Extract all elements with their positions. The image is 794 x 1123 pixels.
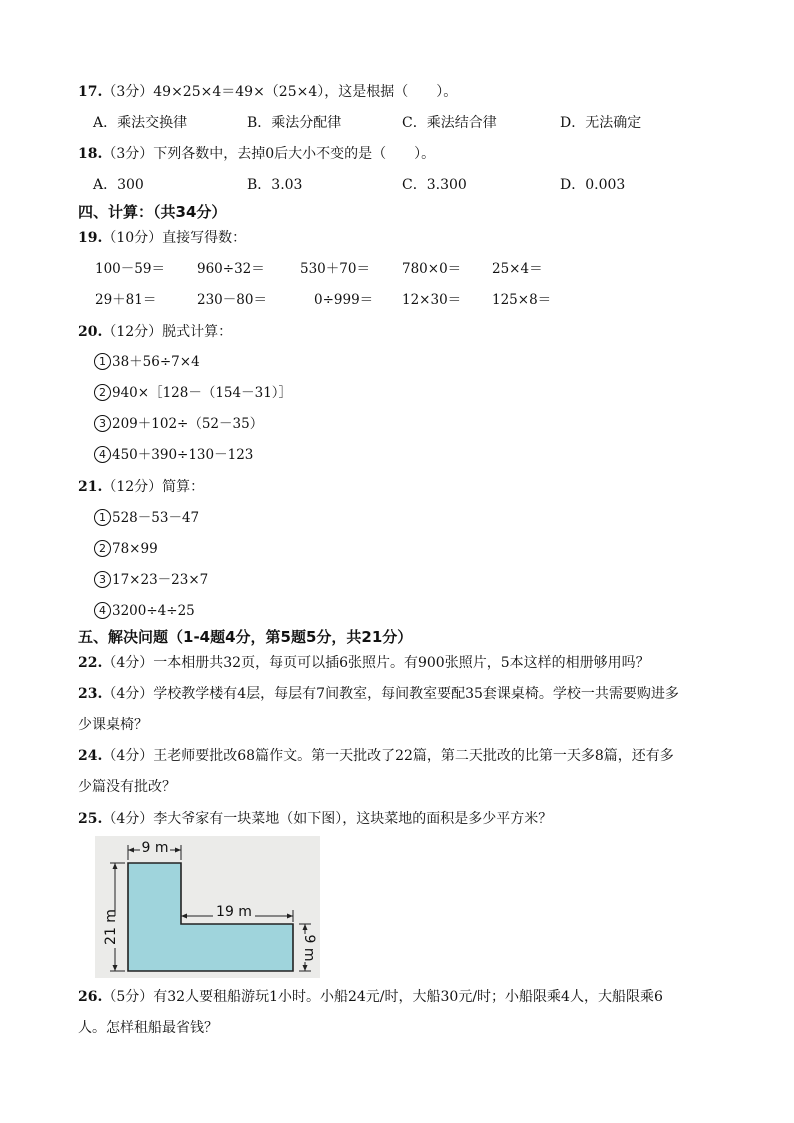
garden-plot-figure xyxy=(95,836,320,978)
question-text: （10分）直接写得数： xyxy=(102,230,247,246)
circled-number: 2 xyxy=(94,384,111,401)
label-right-height: 9 m xyxy=(301,934,317,962)
question-19 xyxy=(78,228,246,248)
question-number: 20. xyxy=(78,324,103,340)
circled-number: 4 xyxy=(94,446,111,463)
expression: 528－53－47 xyxy=(112,510,200,526)
mental-math-item: 530＋70＝ xyxy=(300,261,370,277)
l-shaped-garden xyxy=(128,863,293,971)
simplify-item xyxy=(94,539,158,559)
question-text: （4分）李大爷家有一块菜地（如下图），这块菜地的面积是多少平方米？ xyxy=(102,811,553,827)
mental-math-item: 12×30＝ xyxy=(402,292,462,308)
circled-number: 4 xyxy=(94,602,111,619)
q18-option-d: D．0.003 xyxy=(560,177,626,193)
question-text: （5分）有32人要租船游玩1小时。小船24元/时，大船30元/时；小船限乘4人，大船限乘6 xyxy=(102,989,663,1005)
q18-option-b: B．3.03 xyxy=(247,177,303,193)
simplify-item xyxy=(94,601,195,621)
question-22 xyxy=(78,653,650,673)
question-number: 18. xyxy=(78,146,103,162)
question-number: 21. xyxy=(78,479,103,495)
question-number: 22. xyxy=(78,655,103,671)
q18-option-a: A．300 xyxy=(93,177,144,193)
question-text: （4分）王老师要批改68篇作文。第一天批改了22篇，第二天批改的比第一天多8篇，还有多 xyxy=(102,748,674,764)
q17-option-c: C．乘法结合律 xyxy=(402,115,497,131)
question-text: （3分）下列各数中，去掉0后大小不变的是（ ）。 xyxy=(102,146,436,162)
question-24 xyxy=(78,746,674,766)
question-21 xyxy=(78,477,204,497)
question-text: （4分）学校教学楼有4层，每层有7间教室，每间教室要配35套课桌椅。学校一共需要购进多 xyxy=(102,686,679,702)
label-inner-width: 19 m xyxy=(216,904,252,920)
mental-math-item: 125×8＝ xyxy=(492,292,552,308)
q17-option-b: B．乘法分配律 xyxy=(247,115,342,131)
question-number: 24. xyxy=(78,748,103,764)
question-number: 17. xyxy=(78,84,103,100)
expression: 78×99 xyxy=(112,541,158,557)
expression: 940×［128－（154－31）］ xyxy=(112,385,293,401)
section-heading-calculation: 四、计算：（共34分） xyxy=(78,203,227,221)
question-18 xyxy=(78,144,435,164)
question-23-continued: 少课桌椅？ xyxy=(78,717,148,733)
question-20 xyxy=(78,322,232,342)
question-number: 25. xyxy=(78,811,103,827)
question-26-continued: 人。怎样租船最省钱？ xyxy=(78,1020,218,1036)
expression: 3200÷4÷25 xyxy=(112,603,195,619)
question-25 xyxy=(78,809,552,829)
stepwise-item xyxy=(94,383,292,403)
l-shape-diagram xyxy=(95,836,320,978)
question-number: 23. xyxy=(78,686,103,702)
expression: 450＋390÷130－123 xyxy=(112,447,254,463)
mental-math-item: 29＋81＝ xyxy=(95,292,157,308)
mental-math-item: 0÷999＝ xyxy=(314,292,374,308)
stepwise-item xyxy=(94,414,263,434)
simplify-item xyxy=(94,508,199,528)
question-text: （12分）简算： xyxy=(102,479,205,495)
label-top-width: 9 m xyxy=(141,840,169,856)
mental-math-item: 960÷32＝ xyxy=(197,261,265,277)
circled-number: 1 xyxy=(94,353,111,370)
q18-option-c: C．3.300 xyxy=(402,177,467,193)
question-text: （12分）脱式计算： xyxy=(102,324,233,340)
question-24-continued: 少篇没有批改？ xyxy=(78,779,176,795)
expression: 209＋102÷（52－35） xyxy=(112,416,264,432)
question-23 xyxy=(78,684,679,704)
expression: 17×23－23×7 xyxy=(112,572,209,588)
q17-option-d: D．无法确定 xyxy=(560,115,642,131)
stepwise-item xyxy=(94,445,253,465)
mental-math-item: 25×4＝ xyxy=(492,261,543,277)
question-26 xyxy=(78,987,663,1007)
question-number: 26. xyxy=(78,989,103,1005)
label-left-height: 21 m xyxy=(103,909,119,945)
stepwise-item xyxy=(94,352,200,372)
question-text: （4分）一本相册共32页，每页可以插6张照片。有900张照片，5本这样的相册够用吗？ xyxy=(102,655,650,671)
mental-math-item: 230－80＝ xyxy=(197,292,267,308)
question-number: 19. xyxy=(78,230,103,246)
circled-number: 2 xyxy=(94,540,111,557)
mental-math-item: 100－59＝ xyxy=(95,261,165,277)
expression: 38＋56÷7×4 xyxy=(112,354,200,370)
section-heading-problem-solving: 五、解决问题（1-4题4分，第5题5分，共21分） xyxy=(78,628,413,646)
q17-option-a: A．乘法交换律 xyxy=(93,115,188,131)
circled-number: 3 xyxy=(94,415,111,432)
question-17 xyxy=(78,82,457,102)
mental-math-item: 780×0＝ xyxy=(402,261,462,277)
circled-number: 3 xyxy=(94,571,111,588)
question-text: （3分）49×25×4＝49×（25×4），这是根据（ ）。 xyxy=(102,84,458,100)
simplify-item xyxy=(94,570,208,590)
circled-number: 1 xyxy=(94,509,111,526)
